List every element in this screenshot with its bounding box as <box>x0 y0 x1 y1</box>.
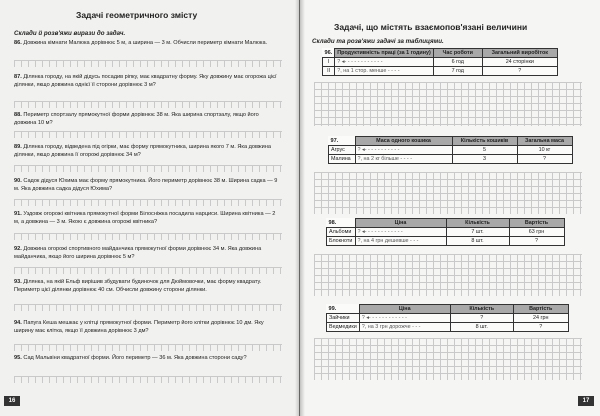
row-label: Альбоми <box>327 228 356 237</box>
task-text: Папуга Кеша мешкає у клітці прямокутної форми. Периметр його клітки дорівнює 10 дм. Яку ширину має клітка, якщо її довжина дорівнює 3 дм? <box>14 320 264 334</box>
table-number: 97. <box>330 137 339 144</box>
table-row <box>327 314 569 323</box>
answer-grid[interactable] <box>314 254 582 296</box>
task-number: 90. <box>14 178 22 184</box>
table-number: 98. <box>328 219 337 226</box>
column-header: Загальна маса <box>517 137 572 146</box>
column-header: Вартість <box>509 219 564 228</box>
answer-grid[interactable] <box>14 267 282 274</box>
column-header: Кількість <box>446 219 509 228</box>
task-number: 86. <box>14 40 22 46</box>
task-number: 94. <box>14 320 22 326</box>
table-cell: ? <box>450 314 513 323</box>
column-header: Загальний виробіток <box>482 49 557 58</box>
table-cell: 8 шт. <box>450 323 513 332</box>
task-text: Довжина огорожі спортивного майданчика прямокутної форми дорівнює 34 м. Яка довжина майданчика, якщо його ширина дорівнює 5 м? <box>14 246 262 260</box>
book-spine <box>295 0 305 416</box>
table-cell: ? <box>517 155 572 164</box>
task-87 <box>14 74 282 89</box>
row-label: Малина <box>329 155 356 164</box>
table-99 <box>326 304 569 332</box>
table-row <box>327 323 569 332</box>
task-92 <box>14 246 282 261</box>
task-text: Периметр спортзалу прямокутної форми дорівнює 38 м. Яка ширина спортзалу, якщо його довжина 10 м? <box>14 112 259 126</box>
table-cell: ? ◂- - - - - - - - - - - <box>355 146 452 155</box>
table-row <box>329 146 573 155</box>
table-cell: ?, на 4 грн дешевше - - - <box>355 237 446 246</box>
column-header: Ціна <box>359 305 450 314</box>
answer-grid[interactable] <box>14 344 282 351</box>
row-label: Ведмедики <box>327 323 360 332</box>
page-title: Задачі геометричного змісту <box>76 10 198 20</box>
row-label: Агрус <box>329 146 356 155</box>
column-header: Продуктивність праці (за 1 годину) <box>335 49 433 58</box>
answer-grid[interactable] <box>314 82 582 126</box>
table-97 <box>328 136 573 164</box>
answer-grid[interactable] <box>14 199 282 206</box>
table-cell: ? ◂- - - - - - - - - - - - <box>359 314 450 323</box>
table-cell: ?, на 2 кг більше - - - - <box>355 155 452 164</box>
table-number: 99. <box>328 305 337 312</box>
task-94 <box>14 320 282 335</box>
table-cell: ? ◂- - - - - - - - - - - - <box>335 58 433 67</box>
column-header: Ціна <box>355 219 446 228</box>
column-header: Вартість <box>513 305 568 314</box>
task-89 <box>14 144 282 159</box>
table-row <box>327 228 565 237</box>
answer-grid[interactable] <box>14 376 282 383</box>
answer-grid[interactable] <box>14 233 282 240</box>
answer-grid[interactable] <box>14 101 282 108</box>
table-cell: 24 сторінки <box>482 58 557 67</box>
table-row <box>327 237 565 246</box>
page-title: Задачі, що містять взаємопов'язані величини <box>334 22 528 32</box>
table-cell: 5 <box>452 146 517 155</box>
answer-grid[interactable] <box>314 172 582 214</box>
column-header: Час роботи <box>433 49 482 58</box>
task-93 <box>14 279 282 294</box>
task-text: Садок дідуся Юхима має форму прямокутника. Його периметр дорівнює 38 м. Ширина садка — 9 м. Яка довжина садка дідуся Юхима? <box>14 178 278 192</box>
row-label: I <box>323 58 335 67</box>
column-header: Кількість <box>450 305 513 314</box>
column-header: Кількість кошиків <box>452 137 517 146</box>
task-number: 88. <box>14 112 22 118</box>
page-subtitle: Склади й розв'яжи вирази до задач. <box>14 30 126 37</box>
table-cell: ? ◂- - - - - - - - - - - - <box>355 228 446 237</box>
table-98 <box>326 218 565 246</box>
task-number: 87. <box>14 74 22 80</box>
row-label: Блокноти <box>327 237 356 246</box>
left-page <box>0 0 299 416</box>
table-cell: 63 грн <box>509 228 564 237</box>
table-cell: 7 шт. <box>446 228 509 237</box>
task-text: Ділянка, на якій Ельф вирішив збудувати будиночок для Дюймовочки, має форму квадрату. Периметр цієї ділянки дорівнює 40 см. Обчисли довжину сторони ділянки. <box>14 279 262 293</box>
table-cell: 3 <box>452 155 517 164</box>
answer-grid[interactable] <box>14 304 282 311</box>
task-text: Ділянка городу, на якій дідусь посадив ріпку, має квадратну форму. Яку довжину має огорожа цієї ділянки, якщо довжина однієї її сторони дорівнює 3 м? <box>14 74 277 88</box>
task-number: 92. <box>14 246 22 252</box>
page-number: 16 <box>4 396 20 406</box>
task-text: Ділянка городу, відведена під огірки, має форму прямокутника, ширина якого 7 м. Яка довжина ділянки, якщо довжина її огорожі дорівнює 34 м? <box>14 144 271 158</box>
task-number: 95. <box>14 355 22 361</box>
task-number: 91. <box>14 211 22 217</box>
table-number: 96. <box>324 49 333 56</box>
task-number: 89. <box>14 144 22 150</box>
answer-grid[interactable] <box>14 165 282 172</box>
row-label: II <box>323 67 335 76</box>
page-subtitle: Склади та розв'яжи задачі за таблицями. <box>312 38 444 45</box>
right-page <box>300 0 600 416</box>
task-86 <box>14 40 282 48</box>
table-cell: ?, на 3 грн дорожче - - - <box>359 323 450 332</box>
table-cell: 10 кг <box>517 146 572 155</box>
table-row <box>329 155 573 164</box>
task-text: Уздовж огорожі квітника прямокутної форми Білосніжка посадила нарциси. Ширина квітника — 2 м, а довжина — 3 м. Якою є довжина огорожі квітника? <box>14 211 276 225</box>
task-number: 93. <box>14 279 22 285</box>
table-row <box>323 58 558 67</box>
page-number: 17 <box>578 396 594 406</box>
row-label: Зайчики <box>327 314 360 323</box>
table-cell: ? <box>513 323 568 332</box>
table-cell: 7 год <box>433 67 482 76</box>
table-cell: 8 шт. <box>446 237 509 246</box>
answer-grid[interactable] <box>14 131 282 138</box>
table-cell: 6 год <box>433 58 482 67</box>
column-header: Маса одного кошика <box>355 137 452 146</box>
task-text: Сад Мальвіни квадратної форми. Його периметр — 36 м. Яка довжина сторони саду? <box>23 355 247 361</box>
answer-grid[interactable] <box>314 338 582 380</box>
table-96 <box>322 48 558 76</box>
task-text: Довжина кімнати Малюка дорівнює 5 м, а ширина — 3 м. Обчисли периметр кімнати Малюка. <box>23 40 268 46</box>
table-cell: ?, на 1 стор. менше - - - - <box>335 67 433 76</box>
task-95 <box>14 355 282 363</box>
table-cell: ? <box>482 67 557 76</box>
table-row <box>323 67 558 76</box>
answer-grid[interactable] <box>14 60 282 67</box>
task-90 <box>14 178 282 193</box>
task-91 <box>14 211 282 226</box>
table-cell: 24 грн <box>513 314 568 323</box>
table-cell: ? <box>509 237 564 246</box>
task-88 <box>14 112 282 127</box>
